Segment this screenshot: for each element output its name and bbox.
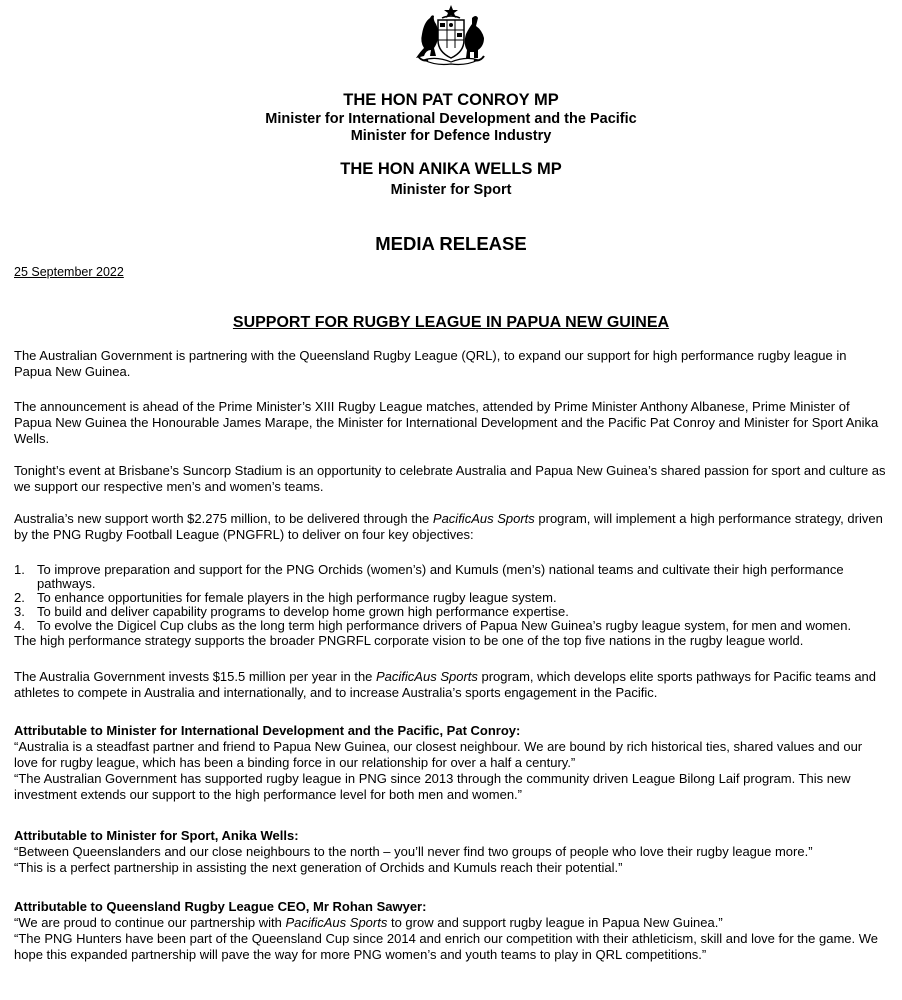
quote-text: “The Australian Government has supported rugby league in PNG since 2013 through the community driven League Bilong Laif program. This new investment extends our support to the high performance level for both men and women.” <box>14 771 851 802</box>
quote-text: “Between Queenslanders and our close neighbours to the north – you’ll never find two groups of people who love their rugby league more.” <box>14 844 813 859</box>
support-paragraph: Australia’s new support worth $2.275 million, to be delivered through the PacificAus Sports program, will implement a high performance strategy, driven by the PNG Rugby Football League (PNGFRL) to deliver on four key objectives: <box>14 511 883 542</box>
paragraph-2: The announcement is ahead of the Prime Minister’s XIII Rugby League matches, attended by Prime Minister Anthony Albanese, Prime Minister of Papua New Guinea the Honourable James Marape, the Minister for International Development and the Pacific Pat Conroy and Minister for Sport Anika Wells. <box>14 399 879 446</box>
minister1-role2: Minister for Defence Industry <box>350 128 552 144</box>
program-name: PacificAus Sports <box>376 669 478 684</box>
investment-paragraph: The Australia Government invests $15.5 million per year in the PacificAus Sports program, which develops elite sports pathways for Pacific teams and athletes to compete in Australia and internationally, and to increase Australia’s sports engagement in the Pacific. <box>14 669 877 700</box>
quote-text: “The PNG Hunters have been part of the Queensland Cup since 2014 and enrich our competition with their athleticism, skill and love for the game. We hope this expanded partnership will pave the way for more PNG women’s and youth teams to play in QRL competitions.” <box>14 931 878 962</box>
minister2-role: Minister for Sport <box>390 182 512 198</box>
quote-text: “Australia is a steadfast partner and friend to Papua New Guinea, our closest neighbour. We are bound by rich historical ties, shared values and our love for rugby league, which has been a binding force in our relationship for over a half a century.” <box>14 739 863 770</box>
list-item: 3. To build and deliver capability programs to develop home grown high performance expertise. <box>14 604 569 619</box>
subject-heading: SUPPORT FOR RUGBY LEAGUE IN PAPUA NEW GUINEA <box>232 314 670 331</box>
paragraph-1: The Australian Government is partnering with the Queensland Rugby League (QRL), to expand our support for high performance rugby league in Papua New Guinea. <box>14 348 847 379</box>
quote-heading: Attributable to Queensland Rugby League CEO, Mr Rohan Sawyer: <box>14 899 427 914</box>
objectives-list <box>14 563 886 649</box>
list-item: 1. To improve preparation and support for the PNG Orchids (women’s) and Kumuls (men’s) national teams and cultivate their high performance pathways. <box>14 562 844 591</box>
coat-of-arms-icon <box>406 4 496 68</box>
quote-heading: Attributable to Minister for Sport, Anika Wells: <box>14 828 299 843</box>
list-item: 2. To enhance opportunities for female players in the high performance rugby league system. <box>14 590 557 605</box>
minister1-name: THE HON PAT CONROY MP <box>343 91 559 109</box>
release-date: 25 September 2022 <box>14 265 124 279</box>
program-name: PacificAus Sports <box>285 915 388 930</box>
program-name: PacificAus Sports <box>432 511 535 526</box>
paragraph-3: Tonight’s event at Brisbane’s Suncorp Stadium is an opportunity to celebrate Australia and Papua New Guinea’s shared passion for sport and culture as we support our respective men’s and women’s teams. <box>14 463 886 494</box>
quote-section-wells <box>14 828 886 876</box>
minister2-name: THE HON ANIKA WELLS MP <box>340 160 562 178</box>
minister1-role1: Minister for International Development and the Pacific <box>265 111 637 127</box>
quote-heading: Attributable to Minister for International Development and the Pacific, Pat Conroy: <box>14 723 521 738</box>
quote-section-conroy <box>14 723 886 803</box>
quote-text: “This is a perfect partnership in assisting the next generation of Orchids and Kumuls reach their potential.” <box>14 860 623 875</box>
strategy-line: The high performance strategy supports the broader PNGRFL corporate vision to be one of the top five nations in the rugby league world. <box>14 633 804 648</box>
page-title: MEDIA RELEASE <box>375 233 527 254</box>
list-item: 4. To evolve the Digicel Cup clubs as the long term high performance drivers of Papua New Guinea’s rugby league system, for men and women. <box>14 618 852 633</box>
quote-section-sawyer <box>14 899 886 963</box>
quote-text: “We are proud to continue our partnership with PacificAus Sports to grow and support rugby league in Papua New Guinea.” <box>14 915 723 930</box>
